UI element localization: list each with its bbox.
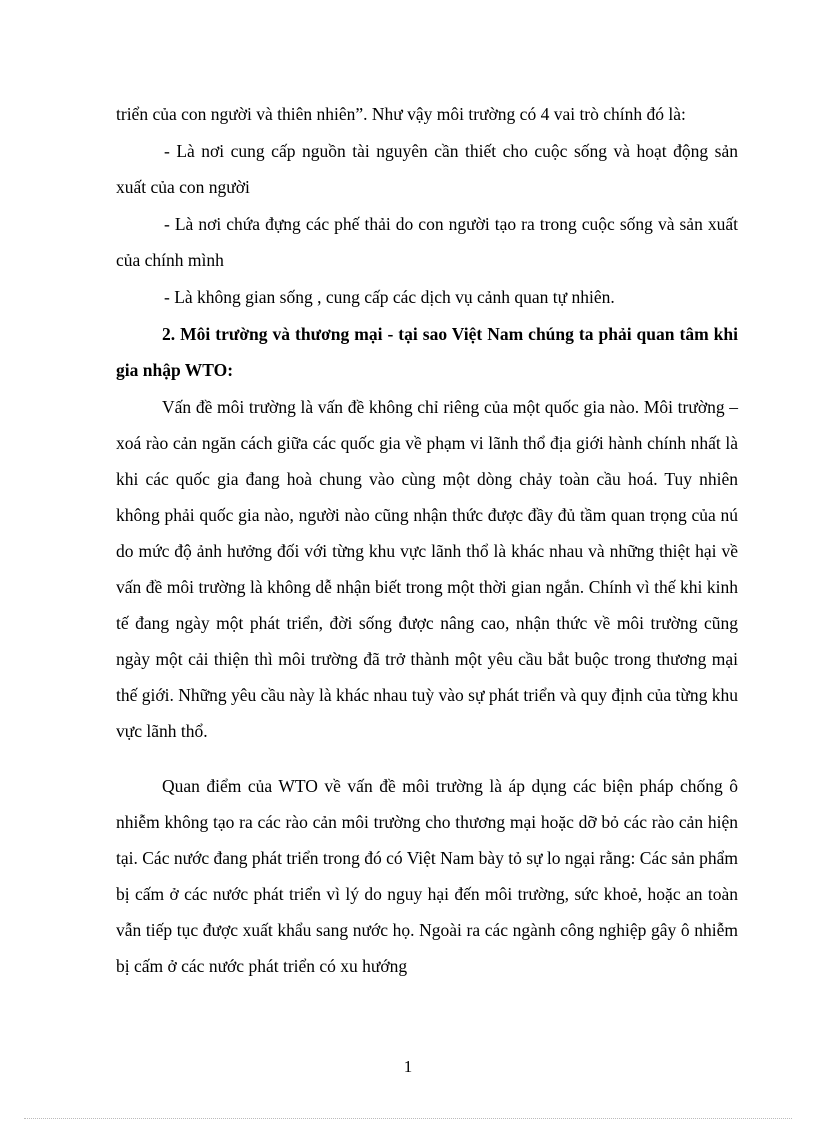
paragraph-wto-view: Quan điểm của WTO về vấn đề môi trường là áp dụng các biện pháp chống ô nhiễm không tạo ra các rào cản môi trường cho thương mại hoặc dỡ bỏ các rào cản hiện tại. Các nước đang phát triển trong đó có Việt Nam bày tỏ sự lo ngại rằng: Các sản phẩm bị cấm ở các nước phát triển vì lý do nguy hại đến môi trường, sức khoẻ, hoặc an toàn vẫn tiếp tục được xuất khẩu sang nước họ. Ngoài ra các ngành công nghiệp gây ô nhiễm bị cấm ở các nước phát triển có xu hướng [116, 776, 738, 976]
paragraph-continuation: triển của con người và thiên nhiên”. Như vậy môi trường có 4 vai trò chính đó là: [116, 104, 686, 124]
page-number: 1 [403, 1057, 413, 1076]
document-body [116, 96, 738, 984]
section-heading: 2. Môi trường và thương mại - tại sao Việt Nam chúng ta phải quan tâm khi gia nhập WTO: [116, 324, 738, 380]
list-item-resource-supply: - Là nơi cung cấp nguồn tài nguyên cần thiết cho cuộc sống và hoạt động sản xuất của con người [116, 141, 738, 197]
list-item-living-space: - Là không gian sống , cung cấp các dịch vụ cảnh quan tự nhiên. [164, 287, 615, 307]
page-bottom-divider [24, 1118, 792, 1119]
paragraph-environment-issue: Vấn đề môi trường là vấn đề không chỉ riêng của một quốc gia nào. Môi trường – xoá rào cản ngăn cách giữa các quốc gia về phạm vi lãnh thổ địa giới hành chính nhất là khi các quốc gia đang hoà chung vào cùng một dòng chảy toàn cầu hoá. Tuy nhiên không phải quốc gia nào, người nào cũng nhận thức được đầy đủ tầm quan trọng của nú do mức độ ảnh hưởng đối với từng khu vực lãnh thổ là khác nhau và những thiệt hại về vấn đề môi trường là không dễ nhận biết trong một thời gian ngắn. Chính vì thế khi kinh tế đang ngày một phát triển, đời sống được nâng cao, nhận thức về môi trường cũng ngày một cải thiện thì môi trường đã trở thành một yêu cầu bắt buộc trong thương mại thế giới. Những yêu cầu này là khác nhau tuỳ vào sự phát triển và quy định của từng khu vực lãnh thổ. [116, 397, 738, 741]
list-item-waste-container: - Là nơi chứa đựng các phế thải do con người tạo ra trong cuộc sống và sản xuất của chính mình [116, 214, 738, 270]
